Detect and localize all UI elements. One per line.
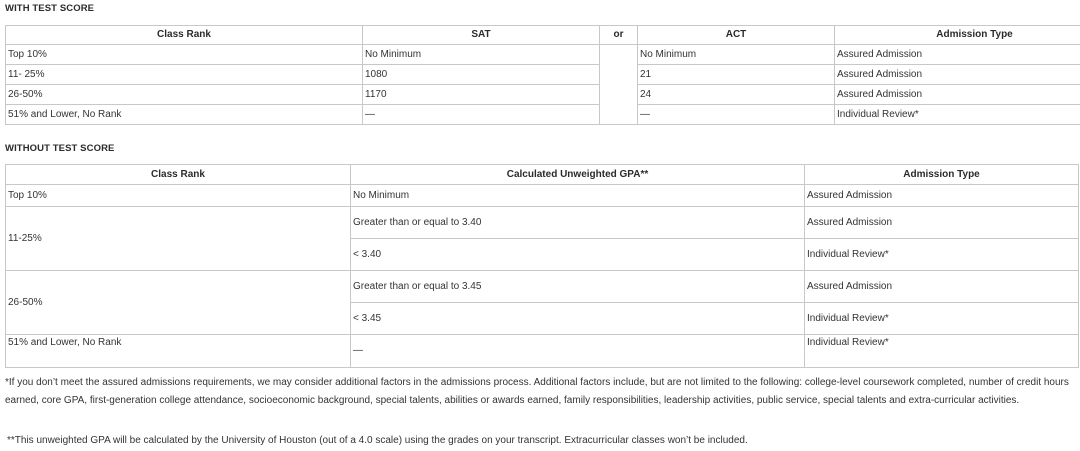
cell-sat: 1080 bbox=[363, 65, 600, 85]
table-row bbox=[6, 45, 1080, 65]
table-row bbox=[6, 105, 1080, 125]
cell-class-rank: Top 10% bbox=[6, 45, 363, 65]
header-or: or bbox=[600, 26, 638, 45]
footnote-gpa-calculation: **This unweighted GPA will be calculated by the University of Houston (out of a 4.0 scale) using the grades on your transcript. Extracurricular classes won’t be included. bbox=[7, 435, 748, 446]
cell-admission-type: Assured Admission bbox=[835, 65, 1080, 85]
table-header-row bbox=[6, 165, 1079, 185]
cell-admission-type: Individual Review* bbox=[805, 239, 1079, 271]
cell-gpa: < 3.45 bbox=[351, 303, 805, 335]
table-row bbox=[6, 335, 1079, 368]
cell-gpa: — bbox=[351, 335, 805, 368]
header-sat: SAT bbox=[363, 26, 600, 45]
header-class-rank: Class Rank bbox=[6, 165, 351, 185]
or-column-spacer bbox=[600, 45, 638, 125]
table-row bbox=[6, 185, 1079, 207]
cell-class-rank: Top 10% bbox=[6, 185, 351, 207]
cell-sat: — bbox=[363, 105, 600, 125]
table-row bbox=[6, 207, 1079, 239]
table-header-row bbox=[6, 26, 1080, 45]
table-row bbox=[6, 271, 1079, 303]
cell-admission-type: Assured Admission bbox=[805, 271, 1079, 303]
cell-sat: 1170 bbox=[363, 85, 600, 105]
header-gpa: Calculated Unweighted GPA** bbox=[351, 165, 805, 185]
cell-gpa: Greater than or equal to 3.45 bbox=[351, 271, 805, 303]
cell-class-rank: 11-25% bbox=[6, 207, 351, 271]
cell-act: 24 bbox=[638, 85, 835, 105]
cell-admission-type: Individual Review* bbox=[805, 335, 1079, 368]
cell-act: 21 bbox=[638, 65, 835, 85]
without-test-score-table bbox=[5, 164, 1079, 368]
cell-admission-type: Assured Admission bbox=[805, 207, 1079, 239]
cell-class-rank: 51% and Lower, No Rank bbox=[6, 335, 351, 368]
cell-class-rank: 26-50% bbox=[6, 85, 363, 105]
cell-act: No Minimum bbox=[638, 45, 835, 65]
table-row bbox=[6, 65, 1080, 85]
cell-sat: No Minimum bbox=[363, 45, 600, 65]
without-test-score-title: WITHOUT TEST SCORE bbox=[5, 143, 115, 154]
cell-gpa: < 3.40 bbox=[351, 239, 805, 271]
header-act: ACT bbox=[638, 26, 835, 45]
table-row bbox=[6, 85, 1080, 105]
cell-gpa: Greater than or equal to 3.40 bbox=[351, 207, 805, 239]
header-admission-type: Admission Type bbox=[835, 26, 1080, 45]
cell-admission-type: Assured Admission bbox=[835, 85, 1080, 105]
with-test-score-title: WITH TEST SCORE bbox=[5, 3, 95, 14]
cell-admission-type: Assured Admission bbox=[805, 185, 1079, 207]
footnote-additional-factors: *If you don’t meet the assured admissions requirements, we may consider additional factors in the admissions process. Additional factors include, but are not limited to the following: college-level coursework completed, number of credit hours earned, core GPA, first-generation college attendance, socioeconomic background, special talents, abilities or awards earned, family responsibilities, leadership activities, public service, special talents and extra-curricular activities. bbox=[5, 377, 1069, 406]
cell-admission-type: Individual Review* bbox=[805, 303, 1079, 335]
header-class-rank: Class Rank bbox=[6, 26, 363, 45]
cell-gpa: No Minimum bbox=[351, 185, 805, 207]
cell-admission-type: Assured Admission bbox=[835, 45, 1080, 65]
with-test-score-table bbox=[5, 25, 1080, 125]
cell-act: — bbox=[638, 105, 835, 125]
cell-class-rank: 51% and Lower, No Rank bbox=[6, 105, 363, 125]
cell-class-rank: 11- 25% bbox=[6, 65, 363, 85]
cell-admission-type: Individual Review* bbox=[835, 105, 1080, 125]
header-admission-type: Admission Type bbox=[805, 165, 1079, 185]
cell-class-rank: 26-50% bbox=[6, 271, 351, 335]
